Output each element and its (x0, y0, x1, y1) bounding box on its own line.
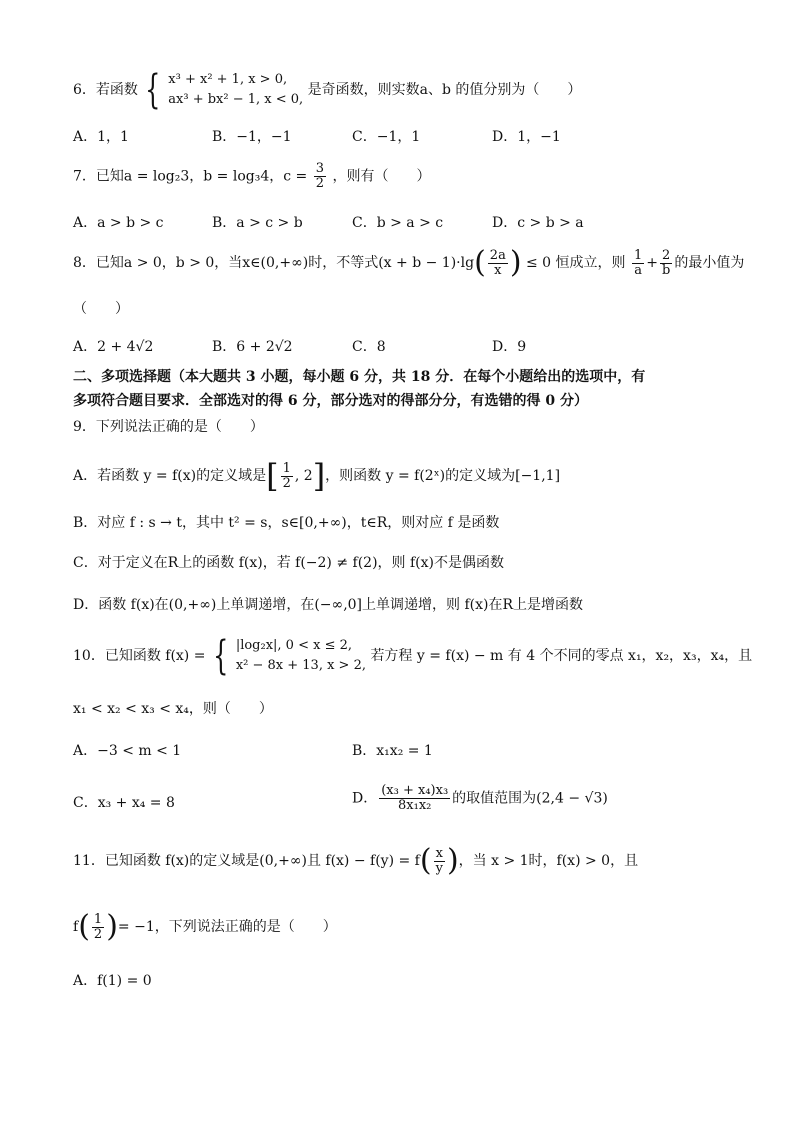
q10-d-num: (x₃ + x₄)x₃ (381, 783, 449, 798)
q8-frac3-den: b (662, 262, 671, 278)
q9-a-left-bracket: [ (266, 457, 279, 495)
q6-option-a: A．1，1 (73, 129, 129, 145)
q9-stem: 9．下列说法正确的是（ ） (73, 419, 264, 435)
q11-prefix: 11．已知函数 f(x)的定义域是(0,+∞)且 f(x) − f(y) = f (73, 853, 420, 869)
q6-prefix: 6．若函数 (73, 82, 138, 98)
q6-option-d: D．1，−1 (492, 129, 561, 145)
q7-suffix: ，则有（ ） (332, 168, 431, 185)
q10-prefix: 10．已知函数 f(x) = (73, 648, 206, 664)
q10-option-b: B．x₁x₂ = 1 (352, 743, 433, 759)
q6-brace: { (145, 67, 161, 113)
q8-option-d: D．9 (492, 339, 527, 355)
q8-fraction (488, 249, 508, 278)
q7-frac-den: 2 (315, 176, 325, 191)
q10-d-den: 8x₁x₂ (398, 798, 432, 813)
q11-fraction (434, 847, 445, 876)
q11-line2-right-paren: ) (106, 909, 118, 944)
q11-line2-den: 2 (93, 926, 103, 942)
q8-frac3-num: 2 (660, 249, 672, 264)
q11-frac-den: y (435, 860, 443, 876)
q10-case2: x² − 8x + 13, x > 2, (235, 658, 366, 673)
q11-line2-suffix: = −1，下列说法正确的是（ ） (117, 919, 337, 935)
q9-a-interval-tail: , 2 (294, 468, 313, 484)
q11-line2-fraction (92, 913, 104, 942)
q11-stem-line2 (73, 909, 337, 944)
q8-fraction-3 (660, 249, 672, 278)
q8-frac-num: 2a (489, 247, 506, 263)
q8-option-a: A．2 + 4√2 (73, 339, 154, 355)
q7-option-a: A．a > b > c (73, 215, 164, 231)
q9-option-c: C．对于定义在R上的函数 f(x)，若 f(−2) ≠ f(2)，则 f(x)不是偶函数 (73, 555, 504, 571)
q10-case1: |log₂x|, 0 < x ≤ 2, (235, 638, 353, 653)
q6-cases (168, 70, 303, 110)
q8-left-paren: ( (474, 245, 486, 280)
q6-case2: ax³ + bx² − 1, x < 0, (168, 92, 304, 107)
q8-fraction-2 (632, 249, 644, 278)
q8-option-c: C．8 (352, 339, 386, 355)
q9-option-a (73, 457, 561, 495)
q7-frac-num: 3 (315, 161, 325, 176)
q11-stem (73, 843, 639, 878)
q8-suffix: 的最小值为 (674, 255, 745, 271)
q8-frac-den: x (494, 262, 502, 278)
q10-option-a: A．−3 < m < 1 (73, 743, 182, 759)
q7-option-d: D．c > b > a (492, 215, 584, 231)
q7-fraction (314, 162, 326, 191)
section2-heading-line2: 多项符合题目要求．全部选对的得 6 分，部分选对的得部分分，有选错的得 0 分） (73, 393, 588, 409)
q8-option-b: B．6 + 2√2 (212, 339, 293, 355)
q11-line2-num: 1 (93, 911, 103, 927)
q10-d-suffix: 的取值范围为(2,4 − √3) (452, 790, 608, 807)
q6-option-b: B．−1，−1 (212, 129, 292, 145)
q7-option-b: B．a > c > b (212, 215, 303, 231)
q8-frac2-den: a (634, 262, 643, 278)
q11-frac-num: x (434, 847, 445, 862)
q10-brace: { (212, 633, 229, 679)
q10-suffix: 若方程 y = f(x) − m 有 4 个不同的零点 x₁，x₂，x₃，x₄，且 (370, 648, 753, 664)
q6-suffix: 是奇函数，则实数a、b 的值分别为（ ） (307, 82, 582, 98)
q7-prefix: 7．已知a = log₂3，b = log₃4，c = (73, 168, 308, 185)
q6-stem (73, 67, 582, 113)
q11-right-paren: ) (446, 843, 459, 878)
q6-case1: x³ + x² + 1, x > 0, (168, 72, 288, 87)
q10-d-prefix: D． (352, 790, 378, 807)
q10-option-d (352, 784, 608, 813)
q10-stem-line2: x₁ < x₂ < x₃ < x₄，则（ ） (73, 701, 273, 717)
q8-prefix: 8．已知a > 0，b > 0，当x∈(0,+∞)时，不等式(x + b − 1)·lg (73, 255, 475, 271)
section2-heading-line1: 二、多项选择题（本大题共 3 小题，每小题 6 分，共 18 分．在每个小题给出的选项中，有 (73, 369, 646, 385)
q7-stem (73, 162, 430, 191)
q10-option-c: C．x₃ + x₄ = 8 (73, 795, 175, 811)
q11-suffix: ，当 x > 1时，f(x) > 0，且 (458, 853, 639, 869)
q10-d-fraction (379, 784, 450, 813)
q6-option-c: C．−1，1 (352, 129, 421, 145)
q11-option-a: A．f(1) = 0 (73, 973, 152, 989)
q11-left-paren: ( (419, 843, 432, 878)
q9-a-fraction (281, 462, 293, 491)
q10-stem (73, 633, 753, 679)
q9-a-frac-den: 2 (282, 475, 291, 491)
q8-stem: 8．已知a > 0，b > 0，当x∈(0,+∞)时，不等式(x + b − 1)·lg( $\frac{2a}{x}$ ) ≤ 0 恒成立，则 $\frac{1}{a}$ + $\frac{2}{b}$ 的最小值为 (73, 245, 745, 280)
q9-option-d: D．函数 f(x)在(0,+∞)上单调递增，在(−∞,0]上单调递增，则 f(x)在R上是增函数 (73, 597, 584, 613)
q11-line2-prefix: f (73, 919, 79, 935)
q11-line2-left-paren: ( (78, 909, 90, 944)
q9-a-frac-num: 1 (282, 460, 291, 476)
q9-a-suffix: ，则函数 y = f(2ˣ)的定义域为[−1,1] (325, 468, 561, 484)
q8-frac2-num: 1 (634, 247, 643, 263)
q9-option-b: B．对应 f : s → t，其中 t² = s，s∈[0,+∞)，t∈R，则对应 f 是函数 (73, 515, 500, 531)
q8-paren: （ ） (73, 301, 129, 317)
q9-a-right-bracket: ] (312, 457, 326, 495)
q10-cases (236, 636, 366, 676)
q8-right-paren: ) (509, 245, 522, 280)
q7-option-c: C．b > a > c (352, 215, 444, 231)
q9-a-prefix: A．若函数 y = f(x)的定义域是 (73, 468, 267, 484)
q8-middle: ≤ 0 恒成立，则 (526, 255, 626, 271)
